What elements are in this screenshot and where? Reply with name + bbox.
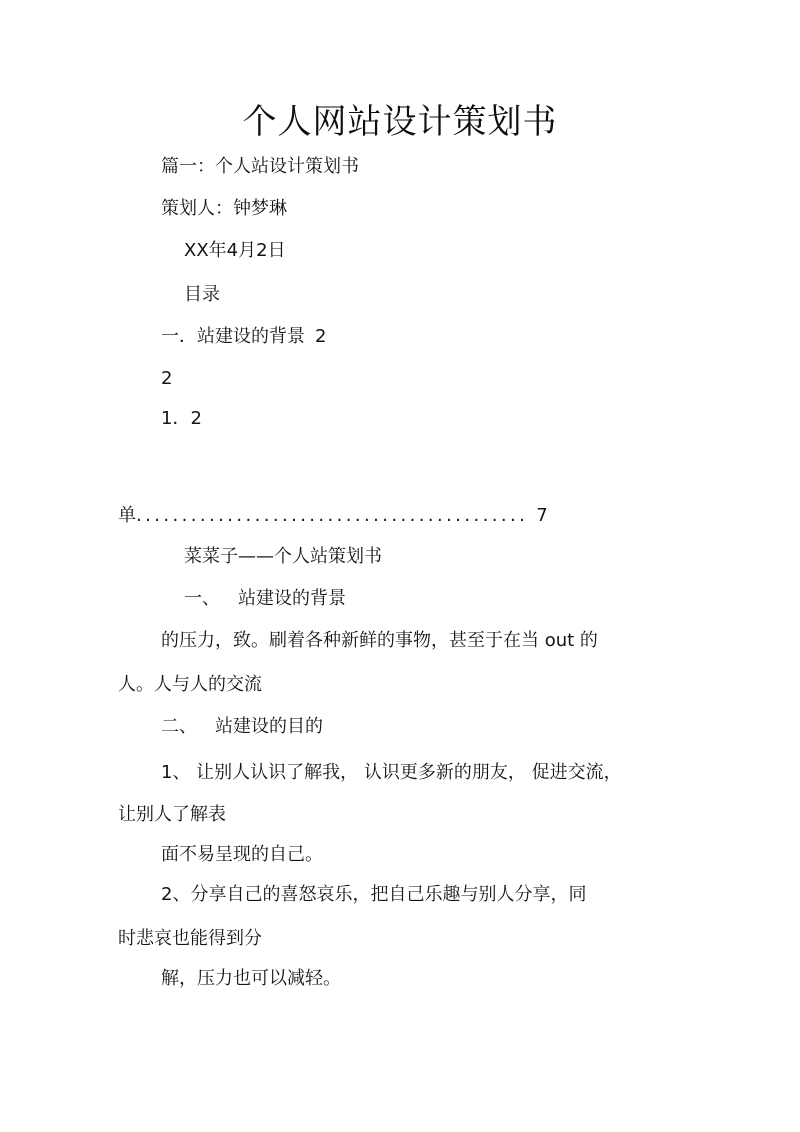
subtitle: 菜菜子——个人站策划书 — [184, 546, 382, 567]
paragraph-1-continued: 人。人与人的交流 — [118, 674, 262, 695]
toc-item-1-page: 2 — [315, 326, 327, 347]
list-item-1: 1、 让别人认识了解我， 认识更多新的朋友， 促进交流， — [161, 762, 622, 783]
date-line: XX年4月2日 — [184, 240, 286, 261]
toc-last-item — [118, 505, 548, 527]
list-item-2-continued: 时悲哀也能得到分 — [118, 928, 262, 949]
section-2-title: 站建设的目的 — [215, 716, 323, 737]
chapter-heading: 篇一：个人站设计策划书 — [161, 156, 359, 177]
section-1-heading — [184, 588, 346, 610]
list-item-2: 2、分享自己的喜怒哀乐，把自己乐趣与别人分享，同 — [161, 884, 587, 905]
section-1-title: 站建设的背景 — [238, 588, 346, 609]
toc-last-page: 7 — [536, 505, 548, 526]
section-2-number: 二、 — [161, 716, 197, 737]
document-title: 个人网站设计策划书 — [242, 102, 558, 142]
paragraph-1: 的压力，致。刷着各种新鲜的事物，甚至于在当 out 的 — [161, 630, 598, 651]
toc-heading: 目录 — [184, 284, 220, 305]
toc-last-label: 单 — [118, 505, 136, 526]
section-1-number: 一、 — [184, 588, 220, 609]
toc-item-2: 2 — [161, 368, 173, 389]
toc-item-1-text: 一．站建设的背景 — [161, 326, 305, 347]
section-2-heading — [161, 716, 323, 738]
toc-item-1 — [161, 326, 326, 348]
toc-item-3: 1．2 — [161, 408, 202, 429]
list-item-1-continued-2: 面不易呈现的自己。 — [161, 844, 323, 865]
planner-line: 策划人：钟梦琳 — [161, 198, 287, 219]
list-item-1-continued: 让别人了解表 — [118, 804, 226, 825]
toc-leader-dots: ........................................... — [136, 505, 529, 526]
list-item-2-continued-2: 解，压力也可以减轻。 — [161, 968, 341, 989]
